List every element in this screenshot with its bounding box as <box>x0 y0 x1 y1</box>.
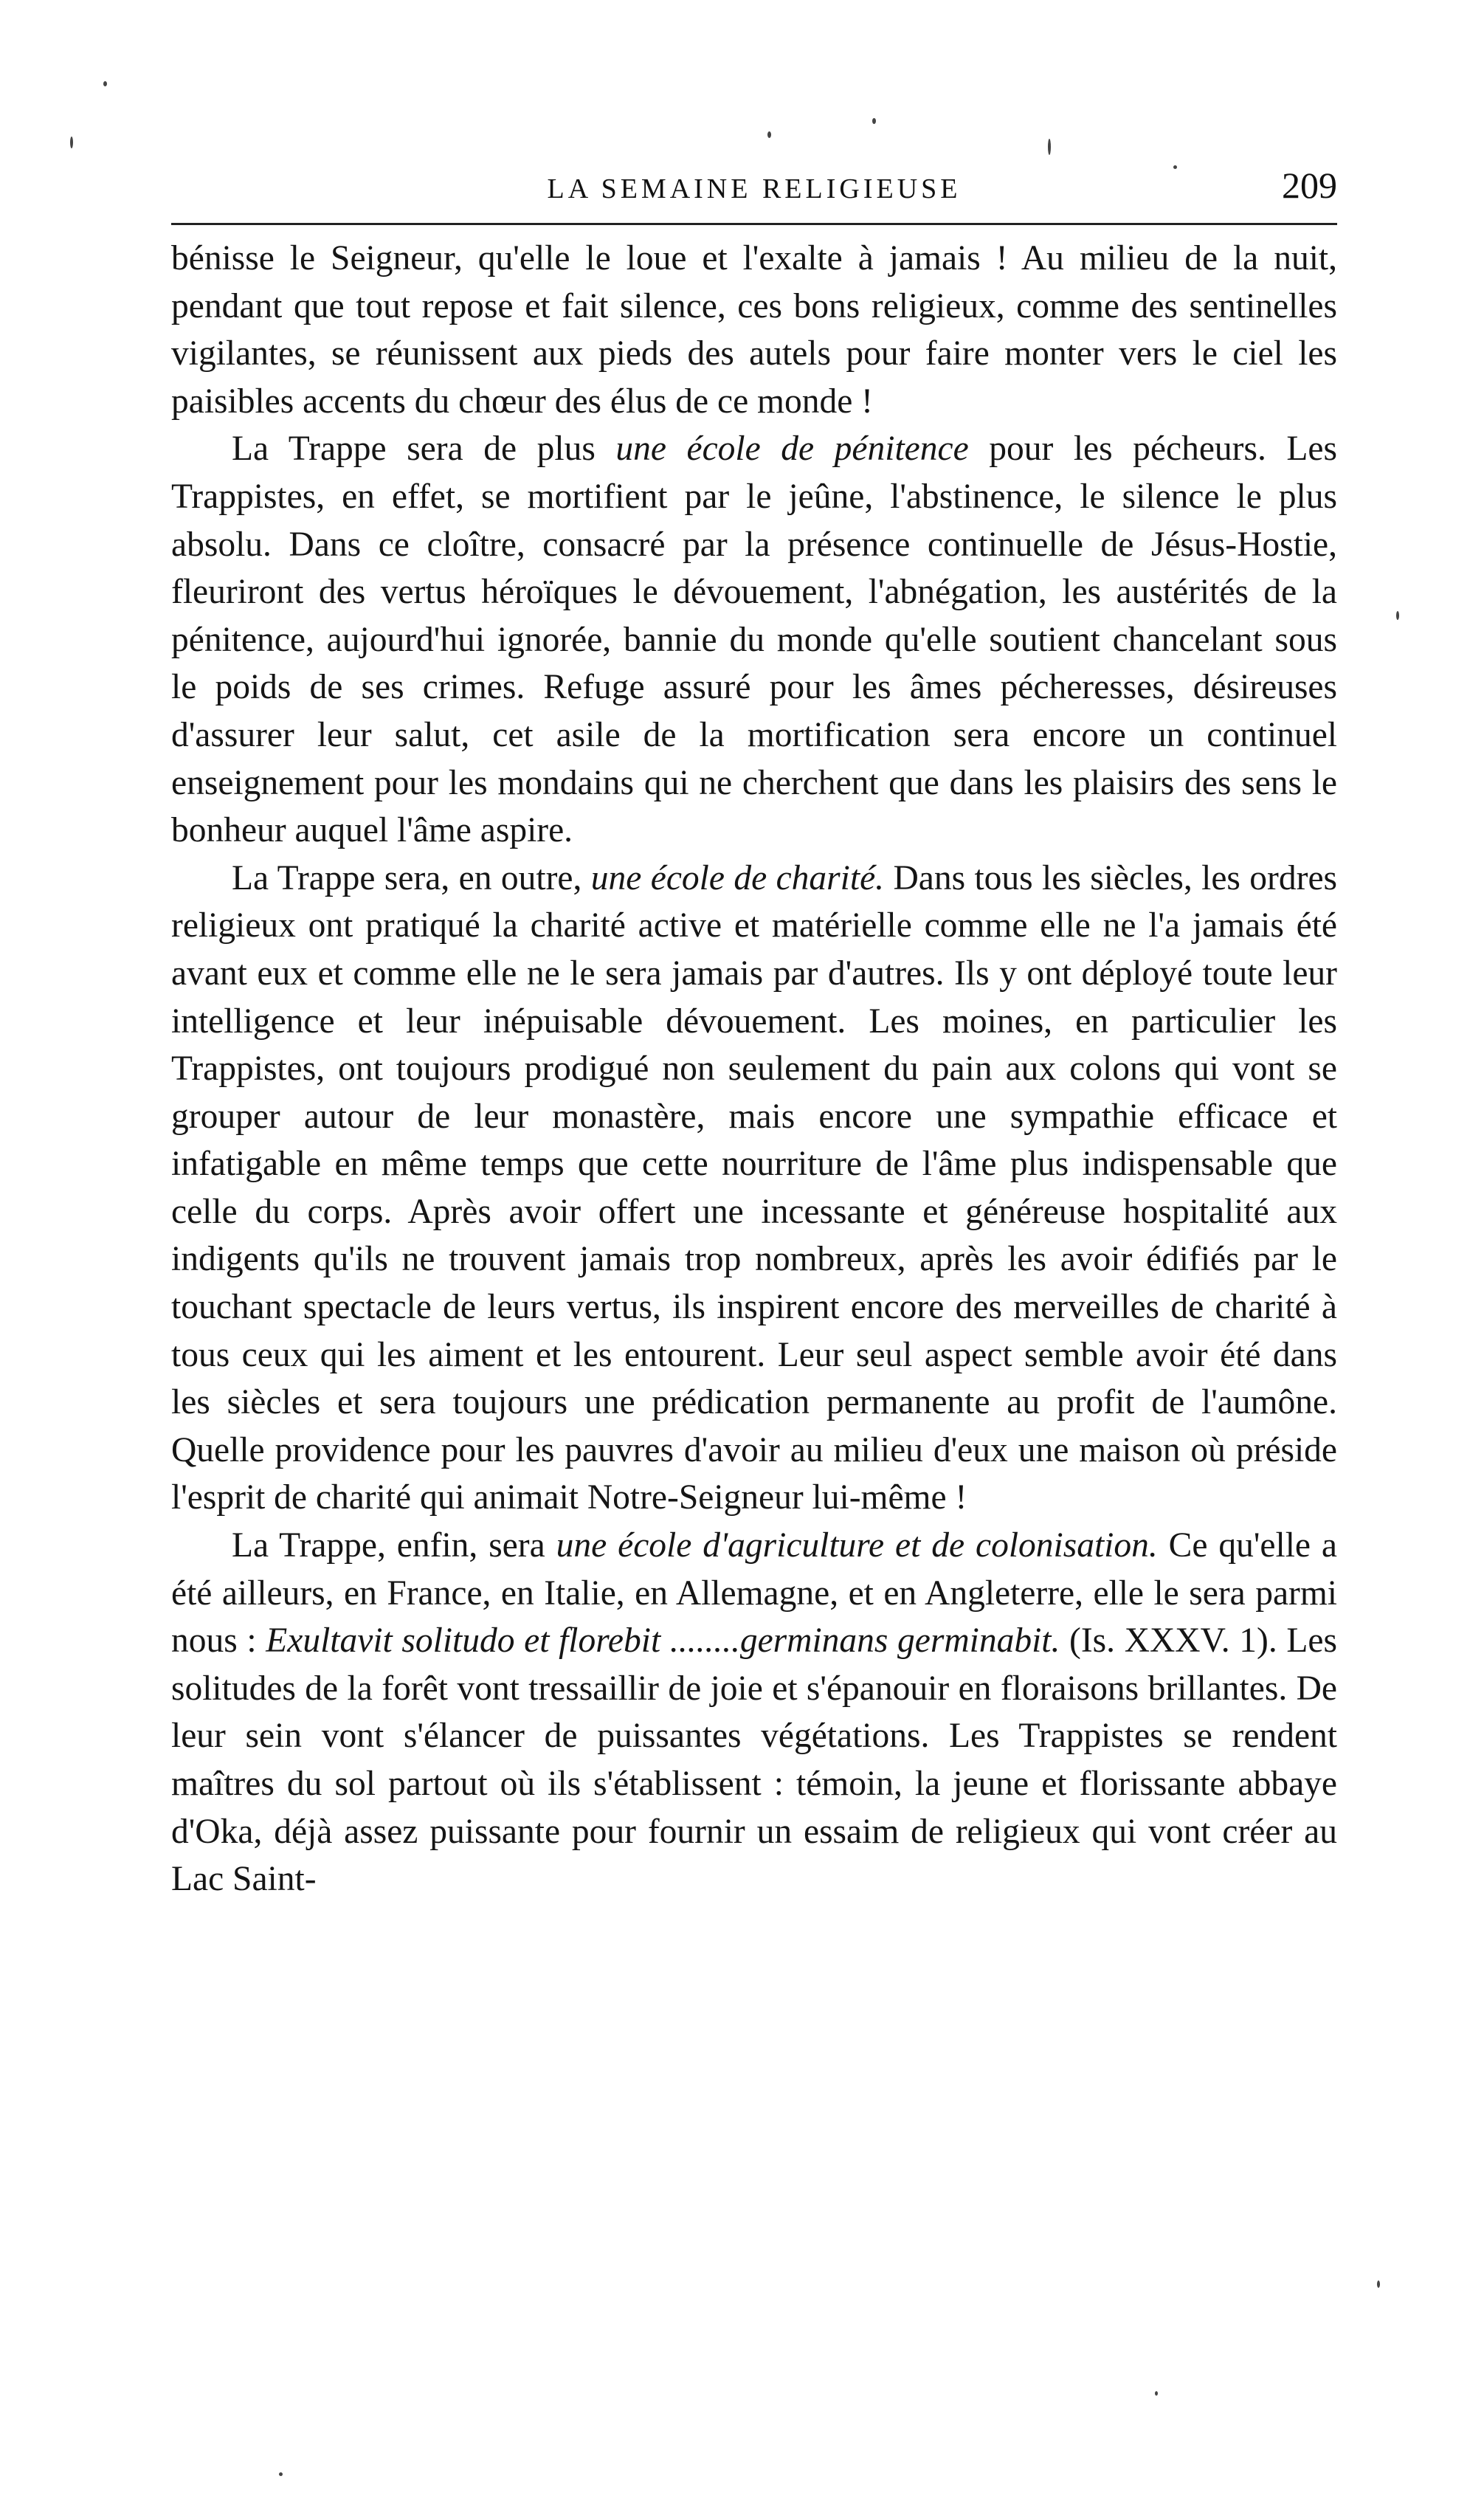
text-run: Ce qu'elle a été ailleurs, en France, en Italie, en Allemagne, et en Angleterre, elle le sera parmi nous : <box>171 1526 1338 1661</box>
paragraph <box>171 1522 1337 1903</box>
text-run: (Is. XXXV. 1). Les solitudes de la forêt vont tressaillir de joie et s'épanouir en floraisons brillantes. De leur sein vont s'élancer de puissantes végétations. Les Trappistes se rendent maîtres du sol partout où ils s'établissent : témoin, la jeune et florissante abbaye d'Oka, déjà assez puissante pour fournir un essaim de religieux qui vont créer au Lac Saint- <box>171 1621 1337 1899</box>
italic-phrase: une école de charité. <box>590 858 885 897</box>
header-rule <box>171 223 1337 225</box>
italic-phrase: une école d'agriculture et de colonisation. <box>556 1526 1158 1565</box>
text-run: bénisse le Seigneur, qu'elle le loue et l'exalte à jamais ! Au milieu de la nuit, pendant que tout repose et fait silence, ces bons religieux, comme des sentinelles vigilantes, se réunissent aux pieds des autels pour faire monter vers le ciel les paisibles accents du chœur des élus de ce monde ! <box>171 239 1337 421</box>
paragraph <box>171 855 1337 1522</box>
text-run: La Trappe sera, en outre, <box>232 858 591 897</box>
latin-quotation: Exultavit solitudo et florebit ........germinans germinabit. <box>266 1621 1060 1661</box>
scan-speck <box>1048 139 1051 155</box>
paragraph <box>171 235 1337 425</box>
scan-speck <box>1396 611 1399 620</box>
scan-speck <box>767 131 771 138</box>
scan-speck <box>103 81 107 86</box>
page-number: 209 <box>1282 165 1337 206</box>
scan-speck <box>1377 2280 1380 2288</box>
body-text <box>171 235 1337 1903</box>
text-run: Dans tous les siècles, les ordres religieux ont pratiqué la charité active et matérielle comme elle ne l'a jamais été avant eux et comme elle ne le sera jamais par d'autres. Ils y ont déployé toute leur intelligence et leur inépuisable dévouement. Les moines, en particulier les Trappistes, ont toujours prodigué non seulement du pain aux colons qui vont se grouper autour de leur monastère, mais encore une sympathie efficace et infatigable en même temps que cette nourriture de l'âme plus indispensable que celle du corps. Après avoir offert une incessante et généreuse hospitalité aux indigents qu'ils ne trouvent jamais trop nombreux, après les avoir édifiés par le touchant spectacle de leurs vertus, ils inspirent encore des merveilles de charité à tous ceux qui les aiment et les entourent. Leur seul aspect semble avoir été dans les siècles et sera toujours une prédication permanente au profit de l'aumône. Quelle providence pour les pauvres d'avoir au milieu d'eux une maison où préside l'esprit de charité qui animait Notre-Seigneur lui-même ! <box>171 858 1338 1517</box>
running-title: LA SEMAINE RELIGIEUSE <box>547 173 962 204</box>
page-header <box>171 164 1337 208</box>
scan-speck <box>279 2472 283 2476</box>
paragraph <box>171 425 1337 854</box>
scan-speck <box>872 118 876 124</box>
text-run: La Trappe, enfin, sera <box>232 1526 556 1565</box>
text-run: pour les pécheurs. Les Trappistes, en effet, se mortifient par le jeûne, l'abstinence, le silence le plus absolu. Dans ce cloître, consacré par la présence continuelle de Jésus-Hostie, fleuriront des vertus héroïques le dévouement, l'abnégation, les austérités de la pénitence, aujourd'hui ignorée, bannie du monde qu'elle soutient chancelant sous le poids de ses crimes. Refuge assuré pour les âmes pécheresses, désireuses d'assurer leur salut, cet asile de la mortification sera encore un continuel enseignement pour les mondains qui ne cherchent que dans les plaisirs des sens le bonheur auquel l'âme aspire. <box>171 430 1337 850</box>
italic-phrase: une école de pénitence <box>615 430 969 469</box>
scan-speck <box>70 137 73 148</box>
scan-speck <box>1173 165 1177 169</box>
text-run: La Trappe sera de plus <box>232 430 616 469</box>
scan-speck <box>1155 2391 1158 2396</box>
